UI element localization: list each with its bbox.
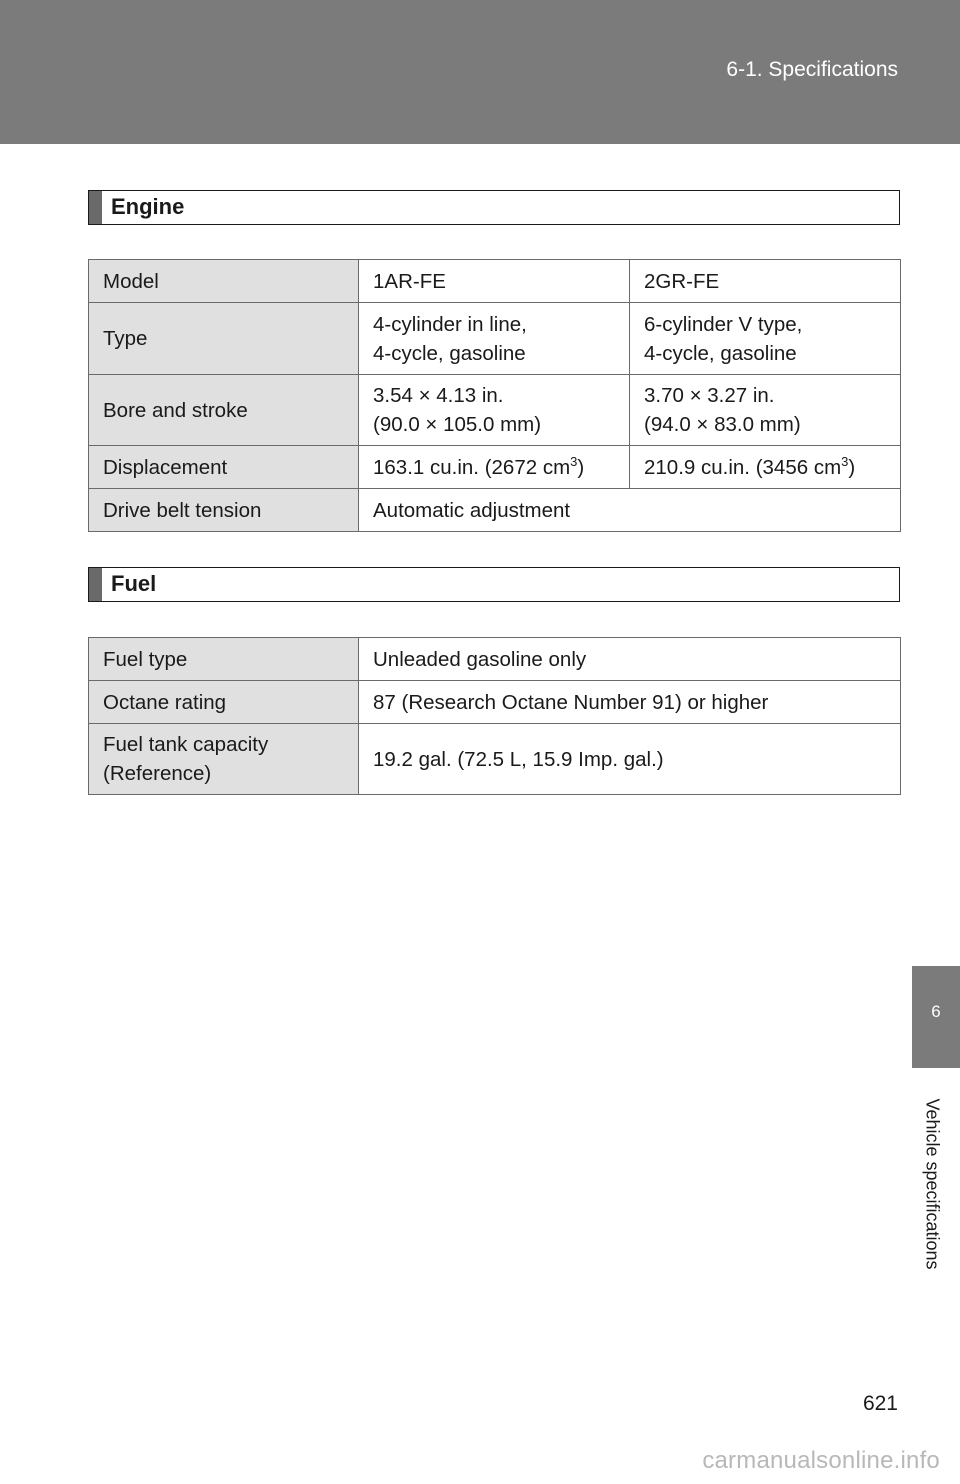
cell-line: 6-cylinder V type, — [644, 312, 803, 336]
cell-line: 4-cycle, gasoline — [644, 341, 797, 365]
cell-text: 210.9 cu.in. (3456 cm — [644, 455, 842, 479]
row-label: Fuel type — [89, 638, 359, 681]
row-label: Octane rating — [89, 681, 359, 724]
cell-value — [630, 375, 901, 446]
fuel-section-heading — [88, 567, 900, 602]
page-number: 621 — [862, 1392, 898, 1415]
cell-value: 2GR-FE — [630, 260, 901, 303]
cell-value — [630, 446, 901, 489]
cell-line: (90.0 × 105.0 mm) — [373, 413, 542, 436]
cell-value: Unleaded gasoline only — [359, 638, 901, 681]
row-label: Displacement — [89, 446, 359, 489]
header-title: 6-1. Specifications — [726, 58, 898, 81]
row-label — [89, 724, 359, 795]
cell-value: Automatic adjustment — [359, 489, 901, 532]
engine-section-heading — [88, 190, 900, 225]
cell-value — [630, 303, 901, 375]
cell-text: ) — [577, 455, 585, 479]
section-accent — [89, 191, 102, 224]
cell-text: ) — [848, 455, 856, 479]
table-row — [89, 724, 901, 795]
fuel-spec-table — [88, 637, 901, 795]
cell-line: 3.70 × 3.27 in. — [644, 384, 775, 407]
cell-value — [359, 446, 630, 489]
engine-spec-table — [88, 259, 901, 532]
row-label: Drive belt tension — [89, 489, 359, 532]
watermark: carmanualsonline.info — [702, 1447, 940, 1474]
cell-value — [359, 303, 630, 375]
table-row — [89, 638, 901, 681]
superscript: 3 — [841, 453, 849, 469]
cell-line: 3.54 × 4.13 in. — [373, 384, 504, 407]
cell-text: 163.1 cu.in. (2672 cm — [373, 455, 571, 479]
row-label: Type — [89, 303, 359, 375]
engine-heading-label: Engine — [111, 194, 185, 219]
cell-value — [359, 375, 630, 446]
table-row — [89, 375, 901, 446]
cell-line: 4-cylinder in line, — [373, 312, 527, 336]
table-row — [89, 303, 901, 375]
cell-line: 4-cycle, gasoline — [373, 341, 526, 365]
row-label: Bore and stroke — [89, 375, 359, 446]
superscript: 3 — [570, 453, 578, 469]
table-row — [89, 260, 901, 303]
cell-value: 87 (Research Octane Number 91) or higher — [359, 681, 901, 724]
chapter-tab-label: Vehicle specifications — [922, 1098, 943, 1270]
cell-line: Fuel tank capacity — [103, 733, 269, 756]
table-row — [89, 489, 901, 532]
row-label: Model — [89, 260, 359, 303]
cell-value: 1AR-FE — [359, 260, 630, 303]
cell-line: (Reference) — [103, 762, 212, 785]
fuel-heading-label: Fuel — [111, 571, 157, 596]
chapter-tab-number: 6 — [931, 1002, 941, 1021]
table-row — [89, 446, 901, 489]
table-row — [89, 681, 901, 724]
cell-line: (94.0 × 83.0 mm) — [644, 413, 801, 436]
cell-value: 19.2 gal. (72.5 L, 15.9 Imp. gal.) — [359, 724, 901, 795]
section-accent — [89, 568, 102, 601]
